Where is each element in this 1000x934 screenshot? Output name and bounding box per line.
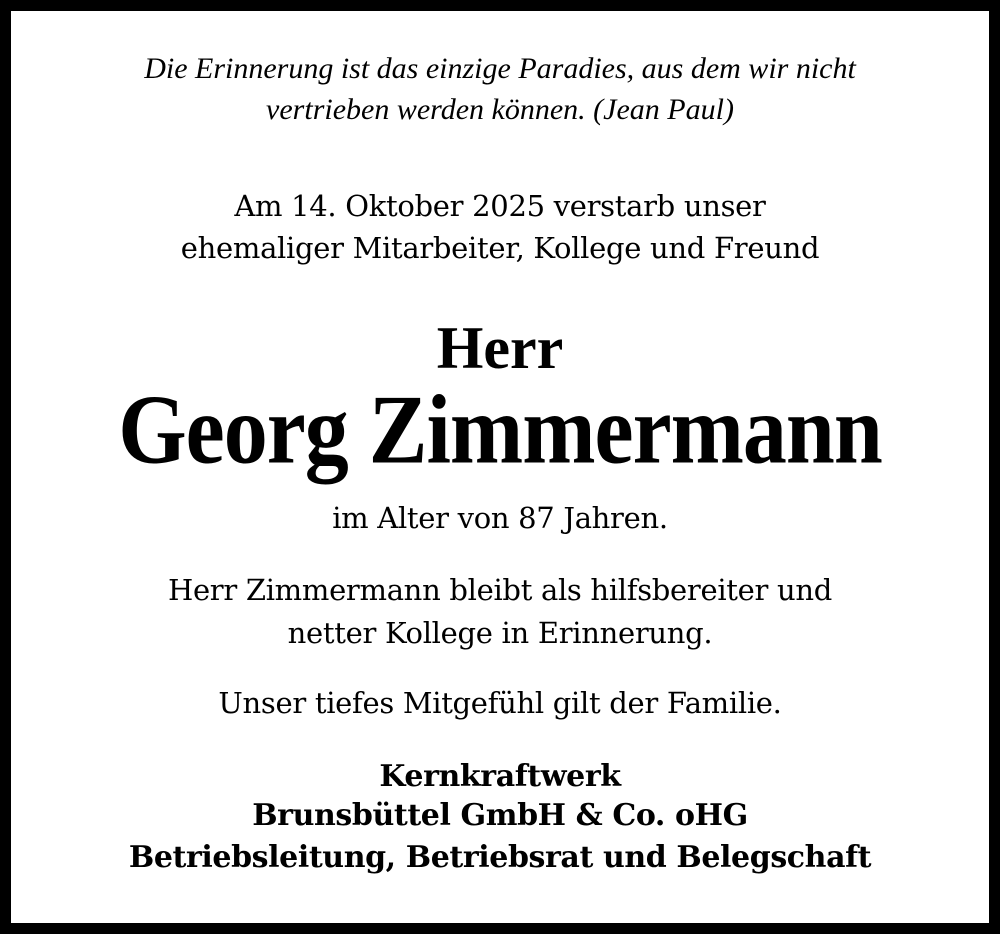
- condolence-text: Unser tiefes Mitgefühl gilt der Familie.: [218, 686, 782, 720]
- intro-line-1: Am 14. Oktober 2025 verstarb unser: [234, 189, 766, 223]
- age-text: im Alter von 87 Jahren.: [332, 501, 668, 535]
- remembrance-line-1: Herr Zimmermann bleibt als hilfsbereiter und: [167, 573, 833, 607]
- signature-line-2: Brunsbüttel GmbH & Co. oHG: [252, 798, 748, 833]
- quote-line-1: Die Erinnerung ist das einzige Paradies, aus dem wir nicht: [144, 52, 856, 85]
- signature-line-1: Kernkraftwerk: [379, 759, 621, 794]
- honorific: Herr: [436, 315, 564, 381]
- remembrance-line-2: netter Kollege in Erinnerung.: [287, 616, 713, 650]
- signature-line-3: Betriebsleitung, Betriebsrat und Belegschaft: [128, 840, 872, 875]
- deceased-name: Georg Zimmermann: [118, 376, 882, 485]
- quote-line-2: vertrieben werden können. (Jean Paul): [266, 93, 734, 126]
- intro-line-2: ehemaliger Mitarbeiter, Kollege und Freund: [180, 231, 820, 265]
